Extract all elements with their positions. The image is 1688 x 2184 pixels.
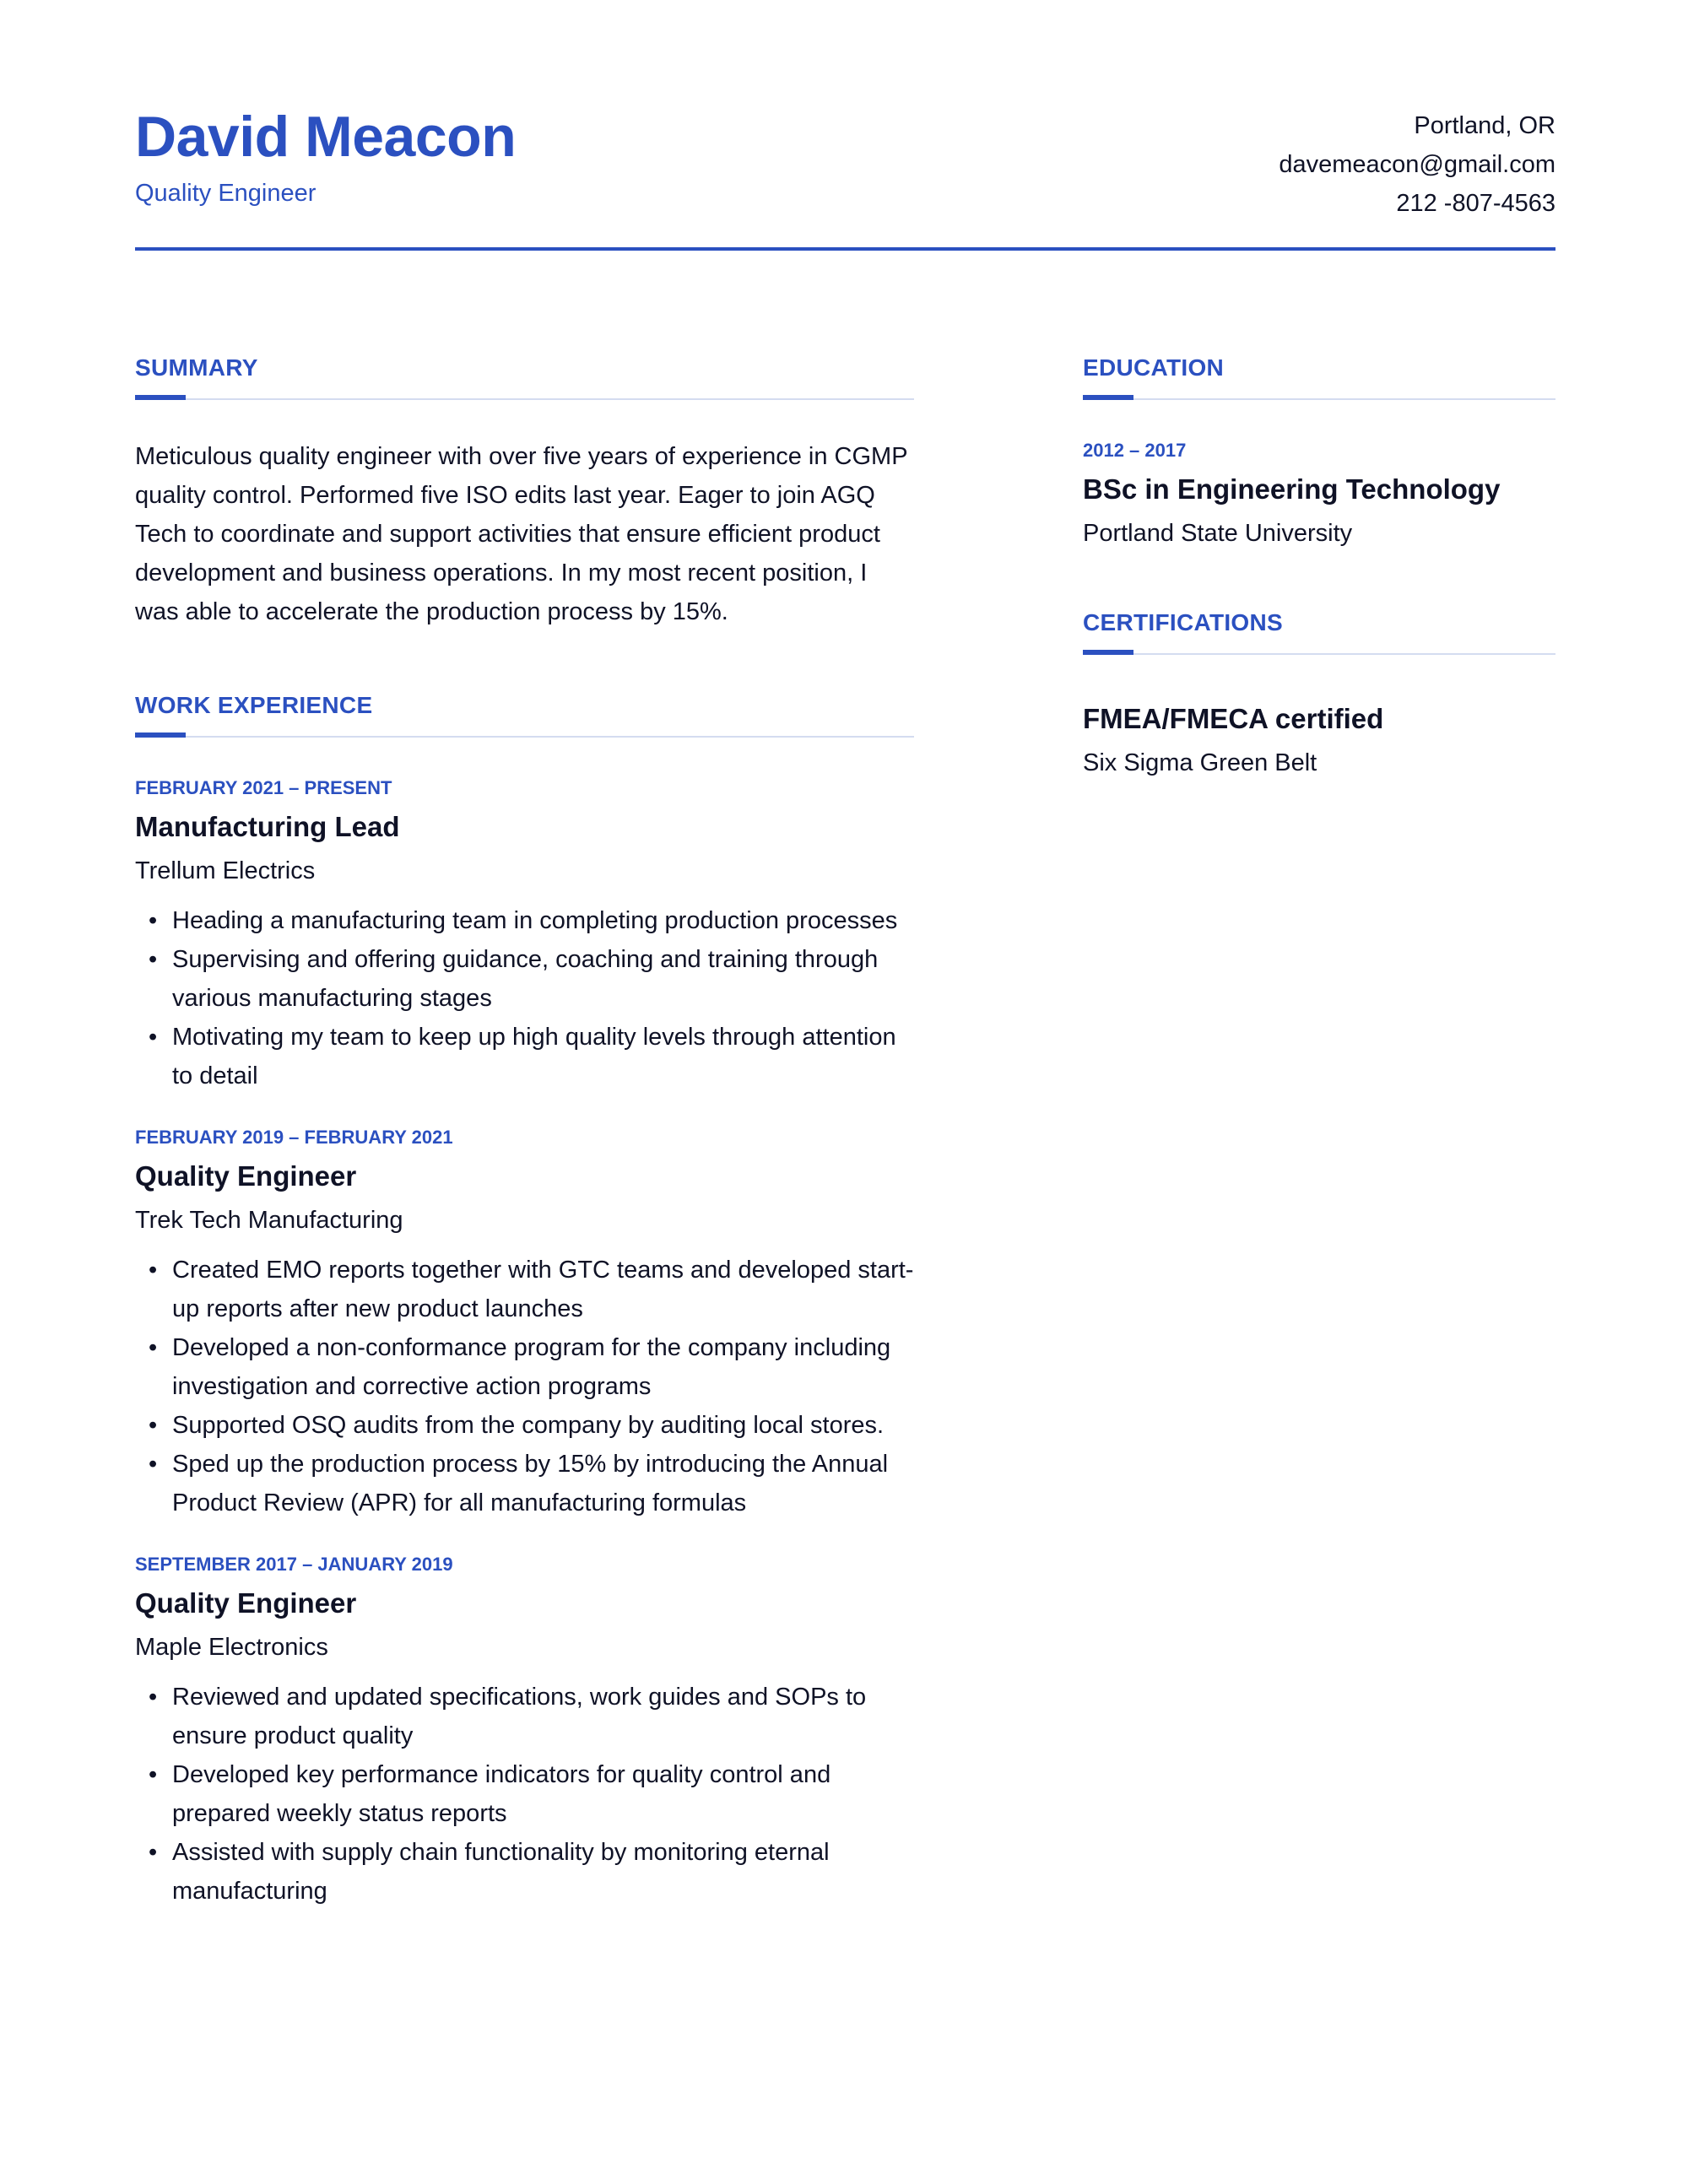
contact-location: Portland, OR bbox=[1414, 112, 1555, 139]
header-divider bbox=[135, 247, 1555, 251]
job-bullet bbox=[135, 1328, 914, 1406]
education-section bbox=[1083, 353, 1555, 549]
job-company: Trellum Electrics bbox=[135, 857, 316, 884]
bullet-text: Created EMO reports together with GTC teams and developed start-up reports after new product launches bbox=[172, 1257, 914, 1322]
work-experience-section bbox=[135, 690, 914, 1911]
section-accent-bar bbox=[1083, 395, 1133, 400]
job-dates: FEBRUARY 2019 – FEBRUARY 2021 bbox=[135, 1127, 453, 1148]
certification-entry bbox=[1083, 702, 1555, 778]
resume-header bbox=[135, 101, 1555, 251]
job-bullet bbox=[135, 1251, 914, 1328]
certification-subtitle: Six Sigma Green Belt bbox=[1083, 749, 1317, 776]
bullet-text: Developed key performance indicators for quality control and prepared weekly status reports bbox=[172, 1761, 831, 1827]
bullet-icon: • bbox=[149, 946, 158, 973]
bullet-icon: • bbox=[149, 1024, 158, 1051]
left-column bbox=[135, 353, 914, 1911]
job-bullets bbox=[135, 1678, 914, 1911]
job-dates: SEPTEMBER 2017 – JANUARY 2019 bbox=[135, 1554, 453, 1575]
education-dates: 2012 – 2017 bbox=[1083, 440, 1187, 461]
summary-section bbox=[135, 353, 914, 631]
bullet-text: Sped up the production process by 15% by introducing the Annual Product Review (APR) for all manufacturing formulas bbox=[172, 1451, 889, 1516]
summary-text: Meticulous quality engineer with over five years of experience in CGMP quality control. Performed five ISO edits last year. Eager to join AGQ Tech to coordinate and support activities that ensure efficient product development and business operations. In my most recent position, I was able to accelerate the production process by 15%. bbox=[135, 443, 908, 625]
section-header bbox=[135, 690, 914, 741]
bullet-text: Heading a manufacturing team in completing production processes bbox=[172, 907, 898, 934]
job-bullet bbox=[135, 1406, 914, 1445]
certifications-section bbox=[1083, 608, 1555, 778]
job-entry bbox=[135, 1553, 914, 1911]
bullet-icon: • bbox=[149, 1761, 158, 1788]
bullet-icon: • bbox=[149, 1684, 158, 1711]
section-accent-bar bbox=[1083, 650, 1133, 655]
job-dates: FEBRUARY 2021 – PRESENT bbox=[135, 777, 392, 798]
job-role: Quality Engineer bbox=[135, 1587, 357, 1619]
job-bullet bbox=[135, 940, 914, 1018]
section-divider bbox=[135, 398, 914, 400]
contact-info bbox=[1279, 106, 1555, 223]
section-title-certifications: CERTIFICATIONS bbox=[1083, 609, 1284, 635]
job-bullet bbox=[135, 1833, 914, 1911]
section-title-work: WORK EXPERIENCE bbox=[135, 692, 373, 718]
candidate-title: Quality Engineer bbox=[135, 180, 316, 207]
section-title-education: EDUCATION bbox=[1083, 354, 1225, 381]
contact-email: davemeacon@gmail.com bbox=[1279, 151, 1555, 178]
section-header bbox=[135, 353, 914, 403]
section-header bbox=[1083, 353, 1555, 403]
job-bullet bbox=[135, 1445, 914, 1522]
job-entry bbox=[135, 776, 914, 1095]
education-school: Portland State University bbox=[1083, 520, 1353, 547]
section-header bbox=[1083, 608, 1555, 658]
bullet-icon: • bbox=[149, 1257, 158, 1284]
candidate-name: David Meacon bbox=[135, 105, 517, 169]
section-divider bbox=[1083, 653, 1555, 655]
contact-phone: 212 -807-4563 bbox=[1396, 190, 1555, 217]
certification-title: FMEA/FMECA certified bbox=[1083, 703, 1384, 734]
bullet-text: Motivating my team to keep up high quality levels through attention to detail bbox=[172, 1024, 896, 1089]
bullet-icon: • bbox=[149, 1451, 158, 1478]
bullet-icon: • bbox=[149, 1334, 158, 1361]
job-bullet bbox=[135, 1755, 914, 1833]
job-company: Maple Electronics bbox=[135, 1634, 328, 1661]
education-entry bbox=[1083, 439, 1555, 549]
education-degree: BSc in Engineering Technology bbox=[1083, 473, 1501, 505]
bullet-text: Assisted with supply chain functionality by monitoring eternal manufacturing bbox=[172, 1839, 830, 1905]
job-role: Quality Engineer bbox=[135, 1160, 357, 1192]
job-entry bbox=[135, 1126, 914, 1522]
section-divider bbox=[135, 736, 914, 738]
job-bullets bbox=[135, 1251, 914, 1522]
section-divider bbox=[1083, 398, 1555, 400]
bullet-text: Reviewed and updated specifications, work guides and SOPs to ensure product quality bbox=[172, 1684, 867, 1749]
job-bullet bbox=[135, 901, 914, 940]
section-title-summary: SUMMARY bbox=[135, 354, 258, 381]
bullet-icon: • bbox=[149, 1412, 158, 1439]
bullet-icon: • bbox=[149, 907, 158, 934]
bullet-text: Supported OSQ audits from the company by auditing local stores. bbox=[172, 1412, 885, 1439]
section-accent-bar bbox=[135, 395, 186, 400]
job-bullet bbox=[135, 1018, 914, 1095]
bullet-icon: • bbox=[149, 1839, 158, 1866]
job-bullet bbox=[135, 1678, 914, 1755]
job-company: Trek Tech Manufacturing bbox=[135, 1207, 403, 1234]
job-role: Manufacturing Lead bbox=[135, 811, 400, 842]
bullet-text: Supervising and offering guidance, coaching and training through various manufacturing stages bbox=[172, 946, 879, 1012]
bullet-text: Developed a non-conformance program for the company including investigation and corrective action programs bbox=[172, 1334, 891, 1400]
right-column bbox=[1083, 353, 1555, 778]
section-accent-bar bbox=[135, 733, 186, 738]
job-bullets bbox=[135, 901, 914, 1095]
